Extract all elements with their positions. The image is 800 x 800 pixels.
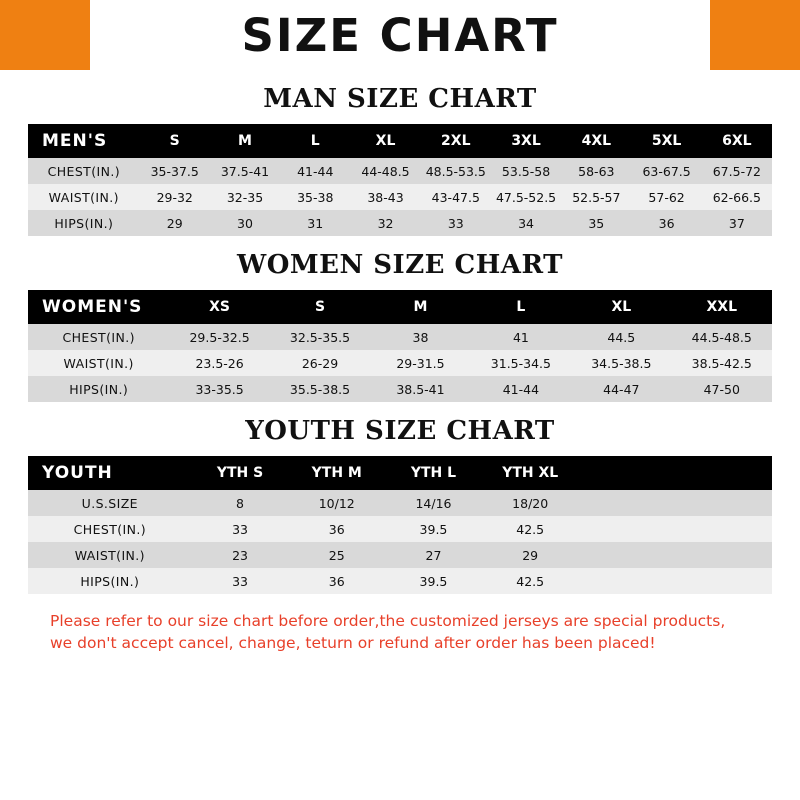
column-header: M (210, 124, 280, 158)
column-header: XXL (672, 290, 772, 324)
cell: 41 (471, 324, 571, 350)
row-label: U.S.SIZE (28, 490, 192, 516)
cell: 29 (140, 210, 210, 236)
cell: 35-37.5 (140, 158, 210, 184)
table-row (28, 158, 772, 184)
cell (579, 490, 676, 516)
cell: 35.5-38.5 (270, 376, 370, 402)
cell: 29.5-32.5 (169, 324, 269, 350)
cell: 33-35.5 (169, 376, 269, 402)
cell (675, 490, 772, 516)
cell: 8 (192, 490, 289, 516)
table-header-row (28, 290, 772, 324)
column-header: 5XL (631, 124, 701, 158)
table-row (28, 350, 772, 376)
column-header: L (280, 124, 350, 158)
column-header: XL (350, 124, 420, 158)
column-header: 6XL (702, 124, 772, 158)
column-header (579, 456, 676, 490)
column-header (675, 456, 772, 490)
cell: 44-47 (571, 376, 671, 402)
cell: 35 (561, 210, 631, 236)
cell: 29-31.5 (370, 350, 470, 376)
column-header: XS (169, 290, 269, 324)
header-row-label: MEN'S (28, 124, 140, 158)
section-man (28, 84, 772, 236)
cell: 41-44 (280, 158, 350, 184)
table-row (28, 516, 772, 542)
cell: 31 (280, 210, 350, 236)
section-title-women: WOMEN SIZE CHART (237, 250, 563, 280)
header-banner-inner (90, 0, 710, 70)
cell: 42.5 (482, 516, 579, 542)
cell: 29 (482, 542, 579, 568)
row-label: HIPS(IN.) (28, 376, 169, 402)
cell: 32.5-35.5 (270, 324, 370, 350)
cell (579, 516, 676, 542)
column-header: M (370, 290, 470, 324)
section-women (28, 250, 772, 402)
cell: 33 (192, 516, 289, 542)
column-header: 4XL (561, 124, 631, 158)
cell: 25 (288, 542, 385, 568)
cell: 53.5-58 (491, 158, 561, 184)
cell: 52.5-57 (561, 184, 631, 210)
column-header: L (471, 290, 571, 324)
cell: 29-32 (140, 184, 210, 210)
cell: 44-48.5 (350, 158, 420, 184)
table-row (28, 210, 772, 236)
cell: 18/20 (482, 490, 579, 516)
page-title: SIZE CHART (241, 8, 559, 62)
table-row (28, 542, 772, 568)
cell: 38.5-42.5 (672, 350, 772, 376)
cell: 38.5-41 (370, 376, 470, 402)
table-row (28, 376, 772, 402)
chart-content (0, 84, 800, 655)
row-label: HIPS(IN.) (28, 568, 192, 594)
cell: 36 (288, 568, 385, 594)
cell: 67.5-72 (702, 158, 772, 184)
cell: 36 (288, 516, 385, 542)
cell: 32 (350, 210, 420, 236)
cell: 10/12 (288, 490, 385, 516)
cell: 14/16 (385, 490, 482, 516)
row-label: WAIST(IN.) (28, 350, 169, 376)
policy-note-line-2: we don't accept cancel, change, teturn or refund after order has been placed! (50, 634, 656, 653)
cell: 48.5-53.5 (421, 158, 491, 184)
section-title-youth: YOUTH SIZE CHART (245, 416, 555, 446)
section-title-man: MAN SIZE CHART (263, 84, 537, 114)
cell: 34 (491, 210, 561, 236)
cell: 33 (192, 568, 289, 594)
cell: 39.5 (385, 568, 482, 594)
table-row (28, 184, 772, 210)
header-banner (0, 0, 800, 70)
table-row (28, 490, 772, 516)
column-header: S (270, 290, 370, 324)
column-header: 2XL (421, 124, 491, 158)
cell: 30 (210, 210, 280, 236)
table-youth-size (28, 456, 772, 594)
table-row (28, 568, 772, 594)
cell: 47-50 (672, 376, 772, 402)
cell: 44.5 (571, 324, 671, 350)
cell: 34.5-38.5 (571, 350, 671, 376)
cell: 37.5-41 (210, 158, 280, 184)
cell (675, 516, 772, 542)
cell: 33 (421, 210, 491, 236)
cell: 62-66.5 (702, 184, 772, 210)
section-youth (28, 416, 772, 594)
cell: 31.5-34.5 (471, 350, 571, 376)
row-label: WAIST(IN.) (28, 184, 140, 210)
table-women-size (28, 290, 772, 402)
row-label: HIPS(IN.) (28, 210, 140, 236)
row-label: CHEST(IN.) (28, 158, 140, 184)
cell: 44.5-48.5 (672, 324, 772, 350)
cell: 42.5 (482, 568, 579, 594)
cell: 35-38 (280, 184, 350, 210)
cell: 23.5-26 (169, 350, 269, 376)
cell: 27 (385, 542, 482, 568)
table-header-row (28, 124, 772, 158)
cell (675, 542, 772, 568)
row-label: WAIST(IN.) (28, 542, 192, 568)
cell: 58-63 (561, 158, 631, 184)
column-header: YTH XL (482, 456, 579, 490)
column-header: S (140, 124, 210, 158)
cell (579, 568, 676, 594)
cell (579, 542, 676, 568)
table-man-size (28, 124, 772, 236)
cell: 63-67.5 (631, 158, 701, 184)
cell: 38 (370, 324, 470, 350)
column-header: YTH L (385, 456, 482, 490)
policy-note (28, 610, 772, 655)
cell: 37 (702, 210, 772, 236)
policy-note-line-1: Please refer to our size chart before order,the customized jerseys are special products, (50, 612, 726, 630)
cell: 32-35 (210, 184, 280, 210)
cell: 39.5 (385, 516, 482, 542)
table-header-row (28, 456, 772, 490)
column-header: 3XL (491, 124, 561, 158)
cell: 43-47.5 (421, 184, 491, 210)
row-label: CHEST(IN.) (28, 516, 192, 542)
cell: 23 (192, 542, 289, 568)
cell: 47.5-52.5 (491, 184, 561, 210)
column-header: XL (571, 290, 671, 324)
cell (675, 568, 772, 594)
column-header: YTH S (192, 456, 289, 490)
cell: 38-43 (350, 184, 420, 210)
cell: 41-44 (471, 376, 571, 402)
column-header: YTH M (288, 456, 385, 490)
cell: 26-29 (270, 350, 370, 376)
cell: 36 (631, 210, 701, 236)
row-label: CHEST(IN.) (28, 324, 169, 350)
table-row (28, 324, 772, 350)
header-row-label: WOMEN'S (28, 290, 169, 324)
cell: 57-62 (631, 184, 701, 210)
header-row-label: YOUTH (28, 456, 192, 490)
